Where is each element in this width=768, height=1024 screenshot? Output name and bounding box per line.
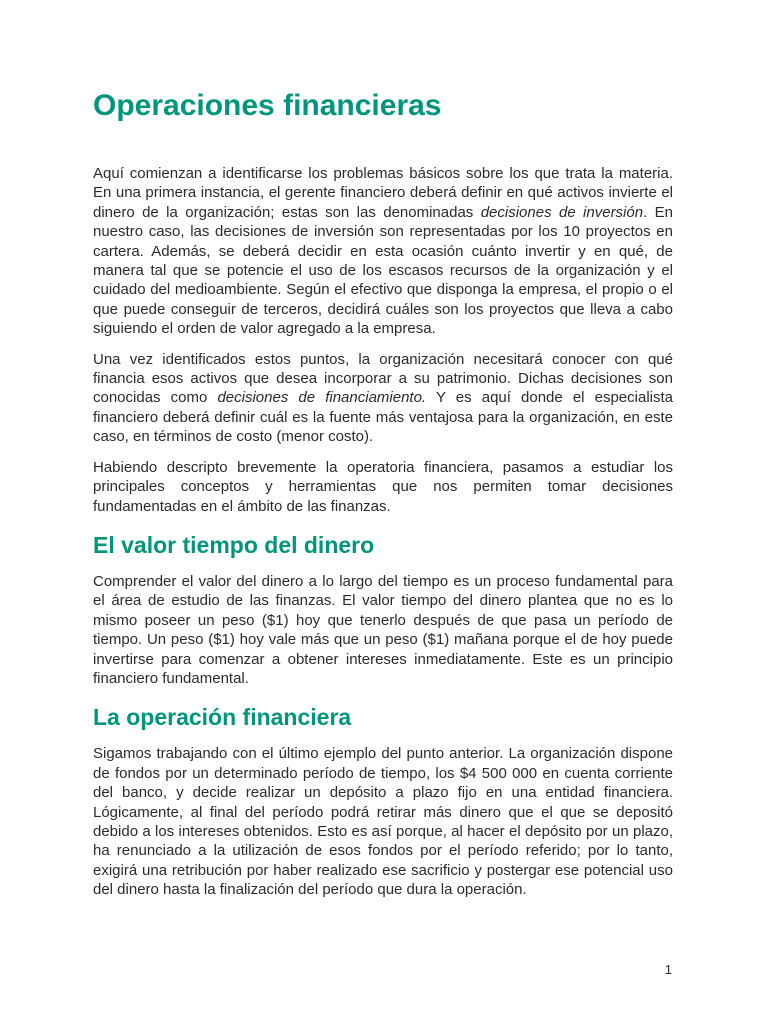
paragraph-intro	[93, 164, 673, 339]
paragraph-financiamiento-text-b: Y es aquí donde el especialista financiero deberá definir cuál es la fuente más ventajosa para la organización, en este caso, en términos de costo (menor costo).	[93, 389, 673, 446]
paragraph-intro-text-b: . En nuestro caso, las decisiones de inversión son representadas por los 10 proyectos en cartera. Además, se deberá decidir en esta ocasión cuánto invertir y en qué, de manera tal que se potencie el uso de los escasos recursos de la organización y el cuidado del medioambiente. Según el efectivo que disponga la empresa, el propio o el que puede conseguir de terceros, decidirá cuáles son los proyectos que lleva a cabo siguiendo el orden de valor agregado a la empresa.	[93, 203, 673, 338]
paragraph-financiamiento	[93, 350, 673, 447]
paragraph-valor-tiempo: Comprender el valor del dinero a lo largo del tiempo es un proceso fundamental para el área de estudio de las finanzas. El valor tiempo del dinero plantea que no es lo mismo poseer un peso ($1) hoy que tenerlo después de que pasa un período de tiempo. Un peso ($1) hoy vale más que un peso ($1) mañana porque el de hoy puede invertirse para comenzar a obtener intereses inmediatamente. Este es un principio financiero fundamental.	[93, 572, 673, 687]
page-title: Operaciones financieras	[93, 89, 442, 122]
paragraph-transition: Habiendo descripto brevemente la operatoria financiera, pasamos a estudiar los principales conceptos y herramientas que nos permiten tomar decisiones fundamentadas en el ámbito de las finanzas.	[93, 458, 673, 515]
heading-operacion-financiera: La operación financiera	[93, 704, 352, 731]
document-page	[93, 86, 673, 911]
emphasis-decisiones-financiamiento: decisiones de financiamiento.	[217, 389, 427, 407]
emphasis-decisiones-inversion: decisiones de inversión	[480, 203, 644, 221]
paragraph-intro-text-a: Aquí comienzan a identificarse los problemas básicos sobre los que trata la materia. En una primera instancia, el gerente financiero deberá definir en qué activos invierte el dinero de la organización; estas son las denominadas	[93, 165, 673, 221]
paragraph-financiamiento-text-a: Una vez identificados estos puntos, la organización necesitará conocer con qué financia esos activos que desea incorporar a su patrimonio. Dichas decisiones son conocidas como	[93, 350, 673, 407]
paragraph-operacion-financiera: Sigamos trabajando con el último ejemplo del punto anterior. La organización dispone de fondos por un determinado período de tiempo, los $4 500 000 en cuenta corriente del banco, y decide realizar un depósito a plazo fijo en una entidad financiera. Lógicamente, al final del período podrá retirar más dinero que el que se depositó debido a los intereses obtenidos. Esto es así porque, al hacer el depósito por un plazo, ha renunciado a la utilización de esos fondos por el período referido; por lo tanto, exigirá una retribución por haber realizado ese sacrificio y postergar ese potencial uso del dinero hasta la finalización del período que dura la operación.	[93, 745, 673, 899]
heading-valor-tiempo: El valor tiempo del dinero	[93, 531, 375, 558]
page-number: 1	[664, 962, 672, 977]
